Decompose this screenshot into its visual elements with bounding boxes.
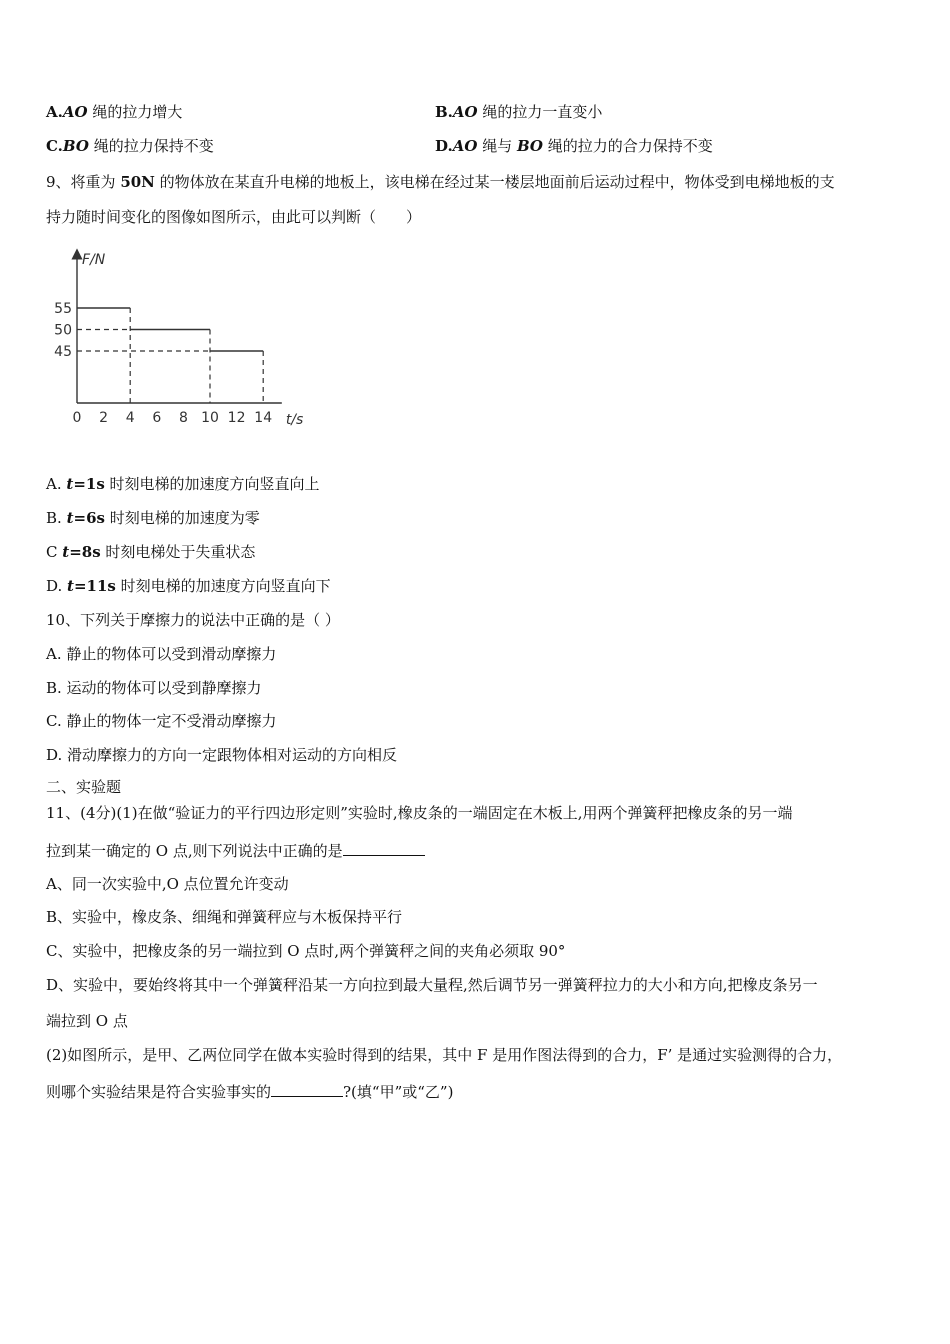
question-11-part2-line2: 则哪个实验结果是符合实验事实的 ?(填“甲”或“乙”) bbox=[46, 1083, 454, 1101]
option-10d: D. 滑动摩擦力的方向一定跟物体相对运动的方向相反 bbox=[46, 746, 398, 764]
option-9a: A. t=1s 时刻电梯的加速度方向竖直向上 bbox=[46, 475, 320, 493]
answer-blank-2[interactable] bbox=[271, 1081, 343, 1097]
option-9d: D. t=11s 时刻电梯的加速度方向竖直向下 bbox=[46, 577, 331, 595]
option-8c: C.BO 绳的拉力保持不变 bbox=[46, 137, 214, 155]
y-axis-label: F/N bbox=[82, 252, 106, 268]
option-11b: B、实验中，橡皮条、细绳和弹簧秤应与木板保持平行 bbox=[46, 908, 403, 926]
x-tick-label: 2 bbox=[99, 410, 109, 426]
x-tick-label: 10 bbox=[201, 410, 219, 426]
force-time-chart bbox=[40, 240, 330, 440]
option-10a: A. 静止的物体可以受到滑动摩擦力 bbox=[46, 645, 277, 663]
x-tick-label: 6 bbox=[152, 410, 162, 426]
question-10-stem: 10、下列关于摩擦力的说法中正确的是（ ） bbox=[46, 611, 340, 629]
x-tick-label: 0 bbox=[72, 410, 82, 426]
y-tick-label: 45 bbox=[54, 344, 72, 360]
y-tick-label: 55 bbox=[54, 301, 72, 317]
question-9-line2: 持力随时间变化的图像如图所示，由此可以判断（ ） bbox=[46, 208, 422, 226]
option-11c: C、实验中，把橡皮条的另一端拉到 O 点时,两个弹簧秤之间的夹角必须取 90° bbox=[46, 942, 566, 960]
y-tick-label: 50 bbox=[54, 322, 72, 339]
option-8a: A.AO 绳的拉力增大 bbox=[46, 103, 183, 121]
option-10b: B. 运动的物体可以受到静摩擦力 bbox=[46, 679, 262, 697]
x-tick-label: 4 bbox=[125, 410, 135, 426]
question-11-line2: 拉到某一确定的 O 点,则下列说法中正确的是 bbox=[46, 840, 425, 861]
option-11a: A、同一次实验中,O 点位置允许变动 bbox=[46, 875, 289, 893]
x-tick-label: 14 bbox=[254, 410, 273, 426]
option-11d: D、实验中，要始终将其中一个弹簧秤沿某一方向拉到最大量程,然后调节另一弹簧秤拉力的大小和方向,把橡皮条另一 bbox=[46, 976, 818, 994]
question-11-part2-line1: (2)如图所示，是甲、乙两位同学在做本实验时得到的结果，其中 F 是用作图法得到的合力，F’ 是通过实验测得的合力， bbox=[46, 1046, 843, 1064]
option-8d: D.AO 绳与 BO 绳的拉力的合力保持不变 bbox=[435, 137, 713, 155]
section-heading: 二、实验题 bbox=[46, 778, 122, 796]
x-axis-label: t/s bbox=[285, 412, 304, 428]
option-8b: B.AO 绳的拉力一直变小 bbox=[435, 103, 603, 121]
x-tick-label: 12 bbox=[227, 410, 246, 426]
question-11-line1: 11、(4分)(1)在做“验证力的平行四边形定则”实验时,橡皮条的一端固定在木板上,用两个弹簧秤把橡皮条的另一端 bbox=[46, 804, 793, 822]
answer-blank-1[interactable] bbox=[343, 840, 425, 856]
option-10c: C. 静止的物体一定不受滑动摩擦力 bbox=[46, 712, 277, 730]
option-9b: B. t=6s 时刻电梯的加速度为零 bbox=[46, 509, 260, 527]
option-11d-cont: 端拉到 O 点 bbox=[46, 1012, 128, 1030]
option-9c: C t=8s 时刻电梯处于失重状态 bbox=[46, 543, 256, 561]
question-9-line1: 9、将重为 50N 的物体放在某直升电梯的地板上，该电梯在经过某一楼层地面前后运动过程中，物体受到电梯地板的支 bbox=[46, 173, 835, 191]
x-tick-label: 8 bbox=[178, 410, 188, 426]
